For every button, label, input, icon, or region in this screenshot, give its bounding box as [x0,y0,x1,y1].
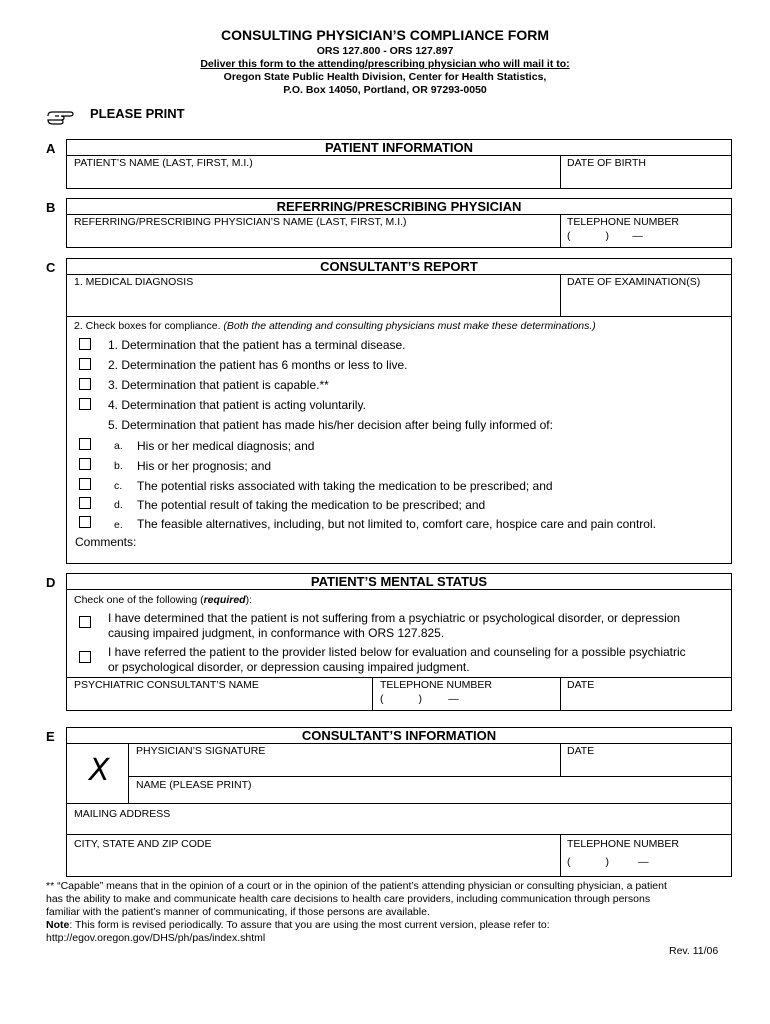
section-c-title: CONSULTANT’S REPORT [320,259,478,274]
psychiatric-date-field[interactable]: DATE [567,679,595,691]
section-a-title: PATIENT INFORMATION [324,140,474,155]
capable-definition-line2: has the ability to make and communicate health care decisions to health care providers, including communication through persons [46,893,651,905]
checkbox-risks-informed[interactable] [79,478,91,490]
subitem-result: The potential result of taking the medication to be prescribed; and [137,498,486,512]
pointing-hand-icon [46,108,76,126]
checkbox-terminal-disease[interactable] [79,338,91,350]
section-b-letter: B [46,200,56,215]
psychiatric-phone-field[interactable]: ( ) — [380,693,459,705]
referring-physician-name-field[interactable]: REFERRING/PRESCRIBING PHYSICIAN’S NAME (LAST, FIRST, M.I.) [74,216,407,228]
item-fully-informed: 5. Determination that patient has made his/her decision after being fully informed of: [108,418,553,432]
item-voluntary: 4. Determination that patient is acting voluntarily. [108,398,366,412]
physician-signature-field[interactable]: PHYSICIAN’S SIGNATURE [136,745,266,757]
patient-name-field[interactable]: PATIENT’S NAME (LAST, FIRST, M.I.) [74,157,253,169]
section-a-letter: A [46,141,56,156]
subitem-prognosis: His or her prognosis; and [137,459,272,473]
revision-date: Rev. 11/06 [669,945,719,957]
mail-address: P.O. Box 14050, Portland, OR 97293-0050 [283,84,487,96]
consultant-phone-field[interactable]: ( ) — [567,856,649,868]
signature-date-field[interactable]: DATE [567,745,595,757]
referring-phone-label: TELEPHONE NUMBER [567,216,680,228]
subitem-diagnosis: His or her medical diagnosis; and [137,439,315,453]
medical-diagnosis-field[interactable]: 1. MEDICAL DIAGNOSIS [74,276,194,288]
comments-field[interactable]: Comments: [75,535,137,549]
consultant-phone-label: TELEPHONE NUMBER [567,838,680,850]
compliance-instruction: 2. Check boxes for compliance. (Both the attending and consulting physicians must make these determinations.) [74,320,596,332]
option-not-suffering-line1: I have determined that the patient is not suffering from a psychiatric or psychological disorder, or depression [108,611,681,625]
subitem-letter-d: d. [114,499,123,511]
subitem-letter-c: c. [114,480,123,492]
item-capable: 3. Determination that patient is capable.** [108,378,329,392]
form-title: CONSULTING PHYSICIAN’S COMPLIANCE FORM [221,27,549,43]
item-six-months: 2. Determination the patient has 6 months or less to live. [108,358,408,372]
option-referred-line2: or psychological disorder, or depression causing impaired judgment. [108,660,470,674]
checkbox-diagnosis-informed[interactable] [79,438,91,450]
checkbox-alternatives-informed[interactable] [79,516,91,528]
option-referred-line1: I have referred the patient to the provider listed below for evaluation and counseling for a possible psychiatric [108,645,686,659]
checkbox-capable[interactable] [79,378,91,390]
checkbox-referred[interactable] [79,651,91,663]
checkbox-six-months[interactable] [79,358,91,370]
section-d-letter: D [46,575,56,590]
section-c-letter: C [46,260,56,275]
printed-name-field[interactable]: NAME (PLEASE PRINT) [136,779,252,791]
referring-phone-field[interactable]: ( ) — [567,230,643,242]
section-e-letter: E [46,729,55,744]
form-url-link[interactable]: http://egov.oregon.gov/DHS/ph/pas/index.shtml [46,932,266,944]
checkbox-voluntary[interactable] [79,398,91,410]
psychiatric-phone-label: TELEPHONE NUMBER [380,679,493,691]
capable-definition-line3: familiar with the patient’s manner of communicating, if those persons are available. [46,906,430,918]
checkbox-not-suffering[interactable] [79,616,91,628]
mailing-address-field[interactable]: MAILING ADDRESS [74,808,171,820]
checkbox-result-informed[interactable] [79,497,91,509]
date-of-birth-field[interactable]: DATE OF BIRTH [567,157,646,169]
checkbox-prognosis-informed[interactable] [79,458,91,470]
check-one-instruction: Check one of the following (required): [74,594,253,606]
section-e-title: CONSULTANT’S INFORMATION [301,728,497,743]
signature-x-mark: X [89,753,110,788]
section-d-title: PATIENT’S MENTAL STATUS [310,574,488,589]
subitem-letter-b: b. [114,460,123,472]
psychiatric-consultant-name-field[interactable]: PSYCHIATRIC CONSULTANT’S NAME [74,679,259,691]
subitem-risks: The potential risks associated with taking the medication to be prescribed; and [137,479,553,493]
subitem-alternatives: The feasible alternatives, including, but not limited to, comfort care, hospice care and pain control. [137,517,656,531]
mail-organization: Oregon State Public Health Division, Center for Health Statistics, [223,71,547,83]
ors-reference: ORS 127.800 - ORS 127.897 [316,45,454,57]
option-not-suffering-line2: causing impaired judgment, in conformance with ORS 127.825. [108,626,445,640]
subitem-letter-e: e. [114,519,123,531]
city-state-zip-field[interactable]: CITY, STATE AND ZIP CODE [74,838,212,850]
capable-definition-line1: ** “Capable” means that in the opinion of a court or in the opinion of the patient’s attending physician or consulting physician, a patient [46,880,667,892]
item-terminal-disease: 1. Determination that the patient has a terminal disease. [108,338,406,352]
please-print-label: PLEASE PRINT [90,106,185,121]
delivery-instruction: Deliver this form to the attending/prescribing physician who will mail it to: [200,58,570,70]
examination-date-field[interactable]: DATE OF EXAMINATION(S) [567,276,701,288]
revision-note: Note: This form is revised periodically. To assure that you are using the most current version, please refer to: [46,919,550,931]
section-b-title: REFERRING/PRESCRIBING PHYSICIAN [276,199,522,214]
subitem-letter-a: a. [114,440,123,452]
